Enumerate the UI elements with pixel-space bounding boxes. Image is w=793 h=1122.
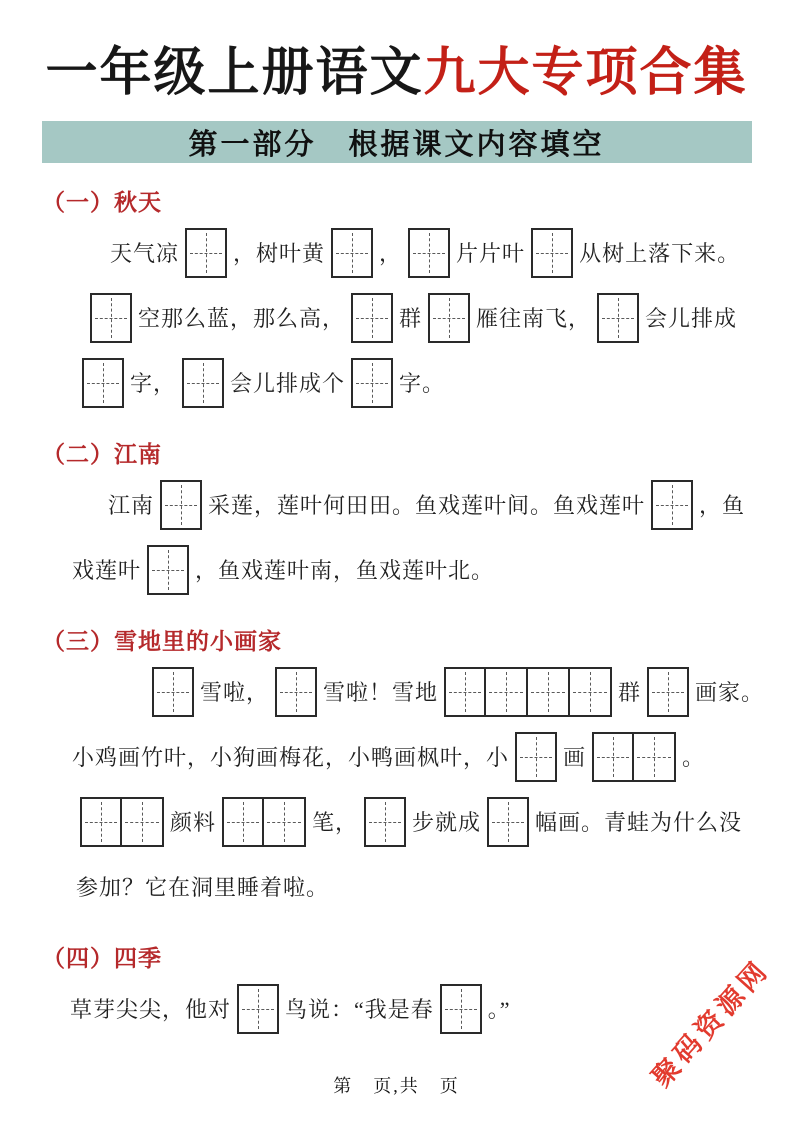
text-run: 。: [682, 745, 706, 770]
answer-box-cell: [185, 228, 227, 278]
text-run: 雪啦！雪地: [323, 680, 439, 705]
answer-box-group: [182, 358, 224, 408]
answer-box-group: [237, 984, 279, 1034]
answer-box-group: [440, 984, 482, 1034]
text-run: 画家。: [695, 680, 765, 705]
text-run: 会儿排成: [645, 306, 738, 331]
text-line: [42, 285, 751, 350]
page-title-black: 一年级上册语文: [45, 45, 424, 102]
text-line: [42, 472, 751, 537]
section: [42, 944, 751, 1041]
answer-box-cell: [237, 984, 279, 1034]
answer-box-cell: [351, 293, 393, 343]
section: [42, 188, 751, 415]
answer-box-group: [428, 293, 470, 343]
answer-box-group: [531, 228, 573, 278]
text-run: 幅画。青蛙为什么没: [535, 810, 743, 835]
section: [42, 440, 751, 602]
answer-box-group: [647, 667, 689, 717]
answer-box-cell: [515, 732, 557, 782]
text-line: [42, 724, 751, 789]
text-run: ，鱼: [699, 493, 746, 518]
part-banner-label: 第一部分 根据课文内容填空: [188, 128, 605, 161]
text-run: 画: [563, 745, 587, 770]
text-run: 鸟说：“我是春: [285, 997, 434, 1022]
answer-box-cell: [122, 797, 164, 847]
answer-box-cell: [634, 732, 676, 782]
answer-box-group: [222, 797, 306, 847]
answer-box-cell: [351, 358, 393, 408]
answer-box-cell: [160, 480, 202, 530]
answer-box-group: [351, 358, 393, 408]
answer-box-cell: [651, 480, 693, 530]
text-run: 字，: [130, 371, 177, 396]
answer-box-cell: [647, 667, 689, 717]
text-run: 字。: [399, 371, 446, 396]
answer-box-cell: [264, 797, 306, 847]
text-run: 参加？它在洞里睡着啦。: [76, 875, 330, 900]
answer-box-cell: [222, 797, 264, 847]
watermark-text: 聚码资源网: [646, 953, 776, 1093]
text-run: 草芽尖尖，他对: [70, 997, 232, 1022]
answer-box-group: [147, 545, 189, 595]
text-run: 会儿排成个: [230, 371, 346, 396]
text-run: ，鱼戏莲叶南，鱼戏莲叶北。: [195, 558, 495, 583]
answer-box-cell: [408, 228, 450, 278]
section-heading: （三）雪地里的小画家: [42, 629, 282, 654]
answer-box-cell: [364, 797, 406, 847]
answer-box-cell: [147, 545, 189, 595]
text-line: [42, 350, 751, 415]
answer-box-group: [351, 293, 393, 343]
answer-box-group: [515, 732, 557, 782]
text-line: [42, 537, 751, 602]
section-heading: （二）江南: [42, 442, 162, 467]
answer-box-cell: [275, 667, 317, 717]
answer-box-group: [82, 358, 124, 408]
answer-box-group: [444, 667, 612, 717]
answer-box-cell: [80, 797, 122, 847]
text-run: 江南: [108, 493, 155, 518]
answer-box-cell: [182, 358, 224, 408]
text-run: 小鸡画竹叶，小狗画梅花，小鸭画枫叶，小: [72, 745, 510, 770]
answer-box-group: [597, 293, 639, 343]
answer-box-group: [364, 797, 406, 847]
answer-box-cell: [444, 667, 486, 717]
worksheet-content: [0, 188, 793, 1041]
text-run: 天气凉: [110, 241, 180, 266]
text-run: 雪啦，: [200, 680, 270, 705]
answer-box-cell: [486, 667, 528, 717]
text-line: [42, 854, 751, 919]
section: [42, 627, 765, 919]
text-line: [42, 220, 751, 285]
text-run: 戏莲叶: [72, 558, 142, 583]
text-line: [42, 976, 751, 1041]
answer-box-cell: [528, 667, 570, 717]
answer-box-group: [152, 667, 194, 717]
answer-box-cell: [440, 984, 482, 1034]
answer-box-group: [80, 797, 164, 847]
text-run: 采莲，莲叶何田田。鱼戏莲叶间。鱼戏莲叶: [208, 493, 646, 518]
answer-box-cell: [531, 228, 573, 278]
answer-box-cell: [592, 732, 634, 782]
answer-box-group: [487, 797, 529, 847]
answer-box-group: [90, 293, 132, 343]
answer-box-cell: [597, 293, 639, 343]
text-run: 。”: [487, 997, 511, 1022]
answer-box-cell: [152, 667, 194, 717]
text-run: 群: [618, 680, 642, 705]
answer-box-group: [592, 732, 676, 782]
answer-box-group: [185, 228, 227, 278]
page-footer: 第 页,共 页: [333, 1076, 460, 1096]
text-line: [42, 659, 765, 724]
answer-box-group: [331, 228, 373, 278]
answer-box-group: [408, 228, 450, 278]
text-run: 步就成: [412, 810, 482, 835]
text-run: 雁往南飞，: [476, 306, 592, 331]
section-heading: （四）四季: [42, 946, 162, 971]
answer-box-cell: [570, 667, 612, 717]
page-title-red: 九大专项合集: [423, 45, 748, 102]
answer-box-cell: [90, 293, 132, 343]
text-line: [42, 789, 751, 854]
text-run: 从树上落下来。: [579, 241, 741, 266]
part-banner: [42, 121, 752, 163]
answer-box-cell: [82, 358, 124, 408]
text-run: 群: [399, 306, 423, 331]
text-run: 空那么蓝，那么高，: [138, 306, 346, 331]
answer-box-cell: [428, 293, 470, 343]
answer-box-group: [651, 480, 693, 530]
section-heading: （一）秋天: [42, 190, 162, 215]
text-run: 颜料: [170, 810, 217, 835]
answer-box-group: [275, 667, 317, 717]
page-title: [0, 0, 793, 108]
text-run: 笔，: [312, 810, 359, 835]
answer-box-group: [160, 480, 202, 530]
text-run: ，树叶黄: [233, 241, 326, 266]
answer-box-cell: [331, 228, 373, 278]
answer-box-cell: [487, 797, 529, 847]
text-run: ，: [379, 241, 403, 266]
text-run: 片片叶: [456, 241, 526, 266]
